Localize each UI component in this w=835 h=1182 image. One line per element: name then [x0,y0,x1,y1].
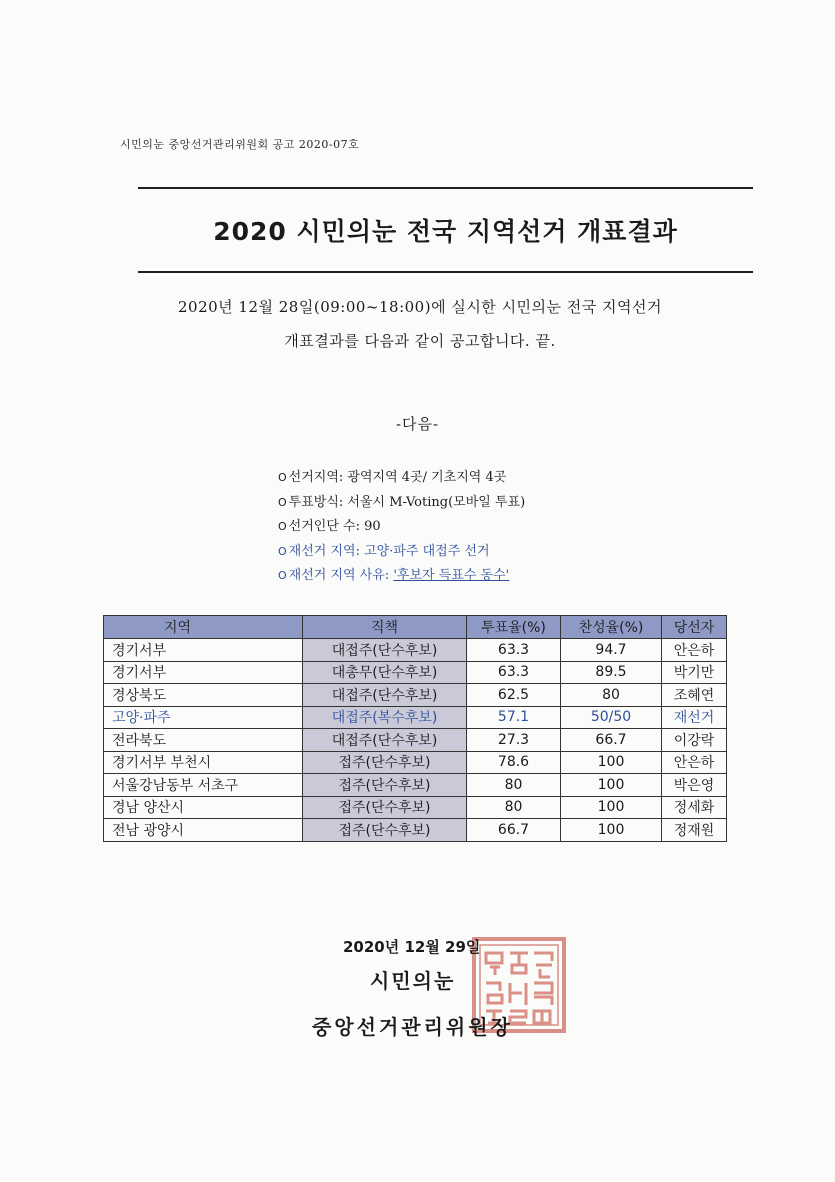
header-winner: 당선자 [662,616,727,639]
cell-approval: 100 [561,751,662,774]
cell-position: 대접주(단수후보) [303,729,467,752]
cell-turnout: 62.5 [467,684,561,707]
info-item-electorate [278,515,525,540]
info-item-rerun-reason [278,564,525,589]
cell-region: 경기서부 [104,661,303,684]
signature-title: 중앙선거관리위원장 [312,1015,513,1039]
notice-number: 시민의눈 중앙선거관리위원회 공고 2020-07호 [120,138,360,151]
info-item-label: 재선거 지역 사유: [288,568,394,583]
cell-winner: 조혜연 [662,684,727,707]
title-bottom-rule [138,271,753,273]
cell-region: 전남 광양시 [104,819,303,842]
cell-position: 대접주(단수후보) [303,684,467,707]
signature-date: 2020년 12월 29일 [343,938,481,956]
rerun-reason-value: '후보자 득표수 동수' [393,568,510,583]
cell-approval: 94.7 [561,639,662,662]
cell-position: 대접주(단수후보) [303,639,467,662]
info-item-label: 재선거 지역: 고양·파주 대접주 선거 [288,543,490,559]
cell-region: 경상북도 [104,684,303,707]
cell-approval: 100 [561,819,662,842]
header-position: 직책 [303,616,467,639]
cell-winner: 박은영 [662,774,727,797]
election-info-list [278,466,525,589]
cell-turnout: 80 [467,796,561,819]
cell-approval: 100 [561,774,662,797]
header-turnout: 투표율(%) [467,616,561,639]
table-row [104,684,727,707]
table-row [104,661,727,684]
cell-turnout: 80 [467,774,561,797]
cell-turnout: 63.3 [467,639,561,662]
circle-bullet-icon: O [278,569,287,582]
info-item-label: 선거지역: 광역지역 4곳/ 기초지역 4곳 [288,470,507,485]
intro-line-1: 2020년 12월 28일(09:00~18:00)에 실시한 시민의눈 전국 지역선거 [177,298,662,316]
cell-region: 경기서부 [104,639,303,662]
table-row [104,774,727,797]
cell-turnout: 57.1 [467,706,561,729]
cell-winner: 이강락 [662,729,727,752]
table-row [104,639,727,662]
table-row [104,729,727,752]
cell-turnout: 27.3 [467,729,561,752]
info-item-rerun-region [278,540,525,565]
circle-bullet-icon: O [278,544,287,558]
results-table [103,615,727,842]
cell-winner: 안은하 [662,639,727,662]
cell-region: 경기서부 부천시 [104,751,303,774]
table-row [104,819,727,842]
table-row [104,751,727,774]
cell-turnout: 66.7 [467,819,561,842]
table-row-rerun [104,706,727,729]
header-region: 지역 [104,616,303,639]
cell-winner: 정세화 [662,796,727,819]
cell-winner: 박기만 [662,661,727,684]
cell-winner: 재선거 [662,706,727,729]
intro-line-2: 개표결과를 다음과 같이 공고합니다. 끝. [284,332,556,350]
header-approval: 찬성율(%) [561,616,662,639]
cell-position: 접주(단수후보) [303,774,467,797]
cell-position: 대접주(복수후보) [303,706,467,729]
circle-bullet-icon: O [278,495,287,509]
cell-approval: 80 [561,684,662,707]
cell-position: 접주(단수후보) [303,819,467,842]
document-title: 2020 시민의눈 전국 지역선거 개표결과 [213,217,678,246]
cell-region: 서울강남동부 서초구 [104,774,303,797]
table-row [104,796,727,819]
cell-approval: 89.5 [561,661,662,684]
cell-position: 대총무(단수후보) [303,661,467,684]
cell-region: 고양·파주 [104,706,303,729]
cell-position: 접주(단수후보) [303,796,467,819]
cell-turnout: 63.3 [467,661,561,684]
cell-approval: 66.7 [561,729,662,752]
cell-position: 접주(단수후보) [303,751,467,774]
circle-bullet-icon: O [278,520,287,533]
info-item-voting-method [278,491,525,516]
info-item-label: 투표방식: 서울시 M-Voting(모바일 투표) [288,494,526,510]
cell-turnout: 78.6 [467,751,561,774]
info-item-region [278,466,525,491]
cell-winner: 안은하 [662,751,727,774]
cell-winner: 정재원 [662,819,727,842]
cell-region: 전라북도 [104,729,303,752]
table-header-row [104,616,727,639]
info-item-label: 선거인단 수: 90 [288,519,381,534]
circle-bullet-icon: O [278,471,287,484]
cell-approval: 50/50 [561,706,662,729]
cell-region: 경남 양산시 [104,796,303,819]
cell-approval: 100 [561,796,662,819]
title-top-rule [138,187,753,189]
section-separator: -다음- [395,415,440,433]
signature-organization: 시민의눈 [370,969,456,993]
